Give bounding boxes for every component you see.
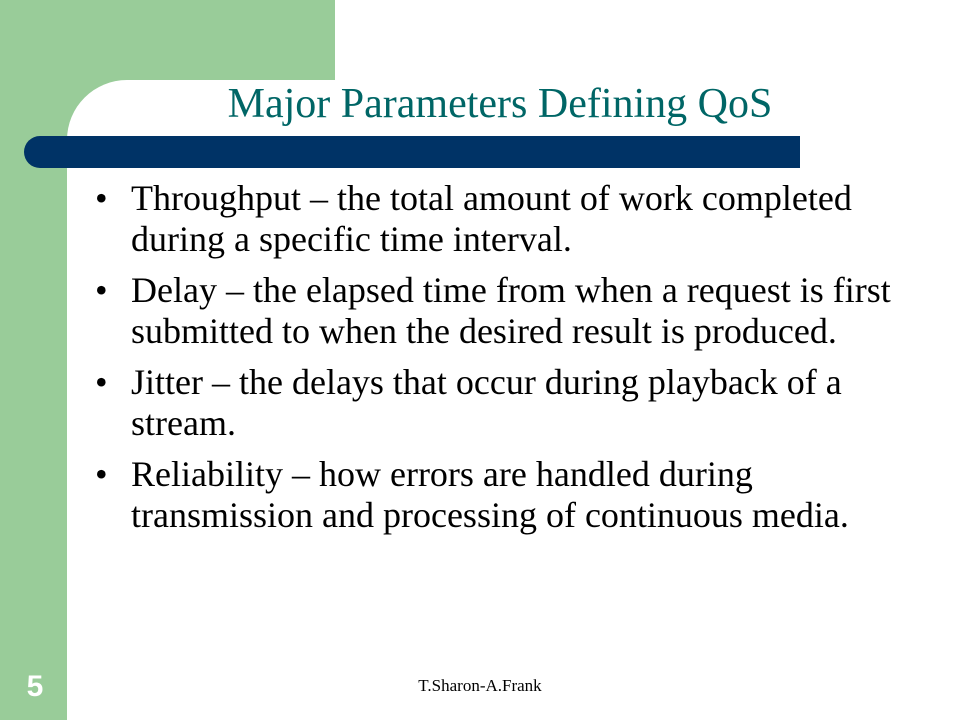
bullet-list: [95, 178, 940, 546]
bullet-dot-icon: •: [95, 178, 108, 218]
footer-author: T.Sharon-A.Frank: [418, 676, 542, 695]
bullet-item-delay: [95, 270, 940, 352]
slide-title: Major Parameters Defining QoS: [227, 81, 773, 127]
bullet-dot-icon: •: [95, 362, 108, 402]
title-underline-bar: [24, 136, 800, 168]
slide-number: 5: [26, 670, 44, 703]
bullet-text: Delay – the elapsed time from when a request is first submitted to when the desired result is produced.: [131, 270, 891, 351]
bullet-text: Throughput – the total amount of work completed during a specific time interval.: [131, 178, 852, 259]
bullet-item-throughput: [95, 178, 940, 260]
bullet-text: Reliability – how errors are handled during transmission and processing of continuous media.: [131, 454, 849, 535]
bullet-item-jitter: [95, 362, 940, 444]
bullet-dot-icon: •: [95, 454, 108, 494]
bullet-dot-icon: •: [95, 270, 108, 310]
bullet-item-reliability: [95, 454, 940, 536]
bullet-text: Jitter – the delays that occur during playback of a stream.: [131, 362, 842, 443]
